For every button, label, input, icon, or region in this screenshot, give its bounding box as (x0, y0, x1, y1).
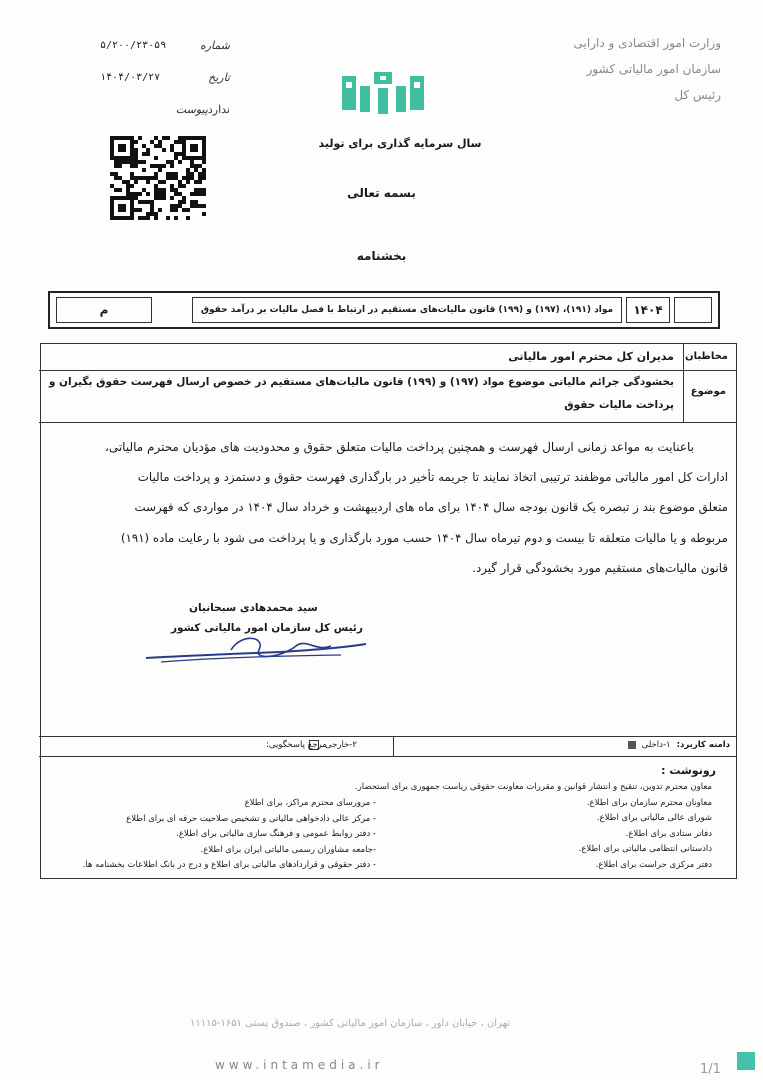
letter-number: ۵/۲۰۰/۲۳۰۵۹ (100, 39, 167, 51)
page-number: 1/1 (700, 1062, 721, 1077)
organization-logo-icon (340, 68, 426, 118)
cc-left-item: - مرکز عالی دادخواهی مالیاتی و تشخیص صلاحیت حرفه ای برای اطلاع (126, 813, 376, 824)
attachment-row (100, 99, 230, 119)
subject-cell: مواد (۱۹۱)، (۱۹۷) و (۱۹۹) قانون مالیات‌های مستقیم در ارتباط با فصل مالیات بر درآمد حقوق (192, 297, 622, 323)
internal-option: ۱-داخلی (641, 740, 671, 750)
org-line-ministry: وزارت امور اقتصادی و دارایی (573, 36, 721, 50)
signer-name: سید محمدهادی سبحانیان (189, 602, 318, 614)
cc-right-item: معاونان محترم سازمان برای اطلاع. (586, 797, 712, 808)
internal-checkbox[interactable] (628, 741, 636, 749)
cc-right-item: دفتر مرکزی حراست برای اطلاع. (595, 859, 712, 870)
year-motto: سال سرمایه گذاری برای تولید (318, 137, 482, 150)
number-label: شماره (199, 38, 230, 52)
code-cell: م (56, 297, 152, 323)
cc-left-item: - مرورسای محترم مراکز، برای اطلاع (244, 798, 376, 808)
letter-meta (100, 35, 230, 131)
cc-left-item: - دفتر حقوقی و قراردادهای مالیاتی برای اطلاع و درج در بانک اطلاعات بخشنامه ها. (82, 860, 376, 870)
label-column-divider (683, 344, 684, 422)
cc-label: رونوشت : (661, 764, 716, 777)
subject-line-1: بخشودگی جرائم مالیاتی موضوع مواد (۱۹۷) و (۱۹۹) قانون مالیات‌های مستقیم در خصوص ارسال فهرست حقوق بگیران و (48, 376, 674, 388)
addressee-divider (39, 370, 736, 371)
attachment-value: ندارد (207, 102, 230, 116)
bismillah-heading: بسمه تعالی (347, 186, 416, 200)
number-row (100, 35, 230, 55)
subject-label: موضوع (690, 386, 726, 397)
cc-right-item: دادستانی انتظامی مالیاتی برای اطلاع. (578, 844, 712, 854)
scope-label: دامنه کاربرد: (676, 740, 730, 750)
blank-cell (674, 297, 712, 323)
footer-website[interactable]: www.intamedia.ir (215, 1058, 384, 1072)
addressees-label: مخاطبان (685, 351, 728, 362)
date-label: تاریخ (208, 70, 230, 84)
year-cell: ۱۴۰۴ (626, 297, 670, 323)
addressees-value: مدیران کل محترم امور مالیاتی (508, 350, 674, 363)
cc-right-item: دفاتر ستادی برای اطلاع. (625, 828, 712, 839)
reference-row (48, 291, 720, 329)
signer-title: رئیس کل سازمان امور مالیاتی کشور (171, 622, 363, 634)
response-divider (393, 736, 394, 756)
body-line-3: متعلق موضوع بند ز تبصره یک قانون بودجه سال ۱۴۰۴ برای ماه های اردیبهشت و خرداد سال ۱۴۰۴ در مواردی که فهرست (134, 500, 728, 514)
body-line-2: ادارات کل امور مالیاتی موظفند ترتیبی اتخاذ نمایند تا جریمه تأخیر در بارگذاری فهرست حقوق و دستمزد و پرداخت مالیات (137, 470, 728, 484)
letter-date: ۱۴۰۴/۰۳/۲۷ (100, 71, 161, 83)
body-line-1: باعنایت به مواعد زمانی ارسال فهرست و همچنین پرداخت مالیات متعلق حقوق و محدودیت های مؤدیان محترم مالیاتی، (104, 440, 694, 454)
response-reference: مرجع پاسخگویی: (266, 740, 327, 750)
attachment-label: پیوست (175, 102, 208, 116)
corner-mark-icon (737, 1052, 755, 1070)
subject-divider (39, 422, 736, 423)
org-line-organization: سازمان امور مالیاتی کشور (586, 62, 721, 76)
body-line-4: مربوطه و یا مالیات متعلقه تا بیست و دوم تیرماه سال ۱۴۰۴ حسب مورد بارگذاری و یا پرداخت می شود با رعایت ماده (۱۹۱) (120, 531, 728, 545)
cc-right-item: معاون محترم تدوین، تنقیح و انتشار قوانین و مقررات معاونت حقوقی ریاست جمهوری برای استحضار. (354, 782, 712, 792)
usage-top-divider (39, 736, 736, 737)
organization-header (561, 30, 721, 108)
usage-scope (628, 740, 730, 750)
body-line-5: قانون مالیات‌های مستقیم مورد بخشودگی قرار گیرد. (472, 561, 728, 575)
cc-left-item: -جامعه مشاوران رسمی مالیاتی ایران برای اطلاع. (200, 844, 376, 855)
date-row (100, 67, 230, 87)
handwritten-signature-icon (141, 628, 371, 668)
cc-right-item: شورای عالی مالیاتی برای اطلاع. (596, 813, 712, 823)
footer-address: تهران ، خیابان داور ، سازمان امور مالیاتی کشور ، صندوق پستی ۱۶۵۱-۱۱۱۱۵ (190, 1018, 510, 1029)
letter-body-frame (40, 343, 737, 879)
subject-line-2: پرداخت مالیات حقوق (564, 399, 674, 411)
org-line-head: رئیس کل (674, 88, 721, 102)
qr-code-icon (110, 136, 206, 220)
document-type-heading: بخشنامه (356, 249, 407, 263)
usage-bottom-divider (39, 756, 736, 757)
cc-left-item: - دفتر روابط عمومی و فرهنگ سازی مالیاتی برای اطلاع. (176, 829, 376, 839)
external-option: ۲-خارجی (325, 740, 357, 750)
